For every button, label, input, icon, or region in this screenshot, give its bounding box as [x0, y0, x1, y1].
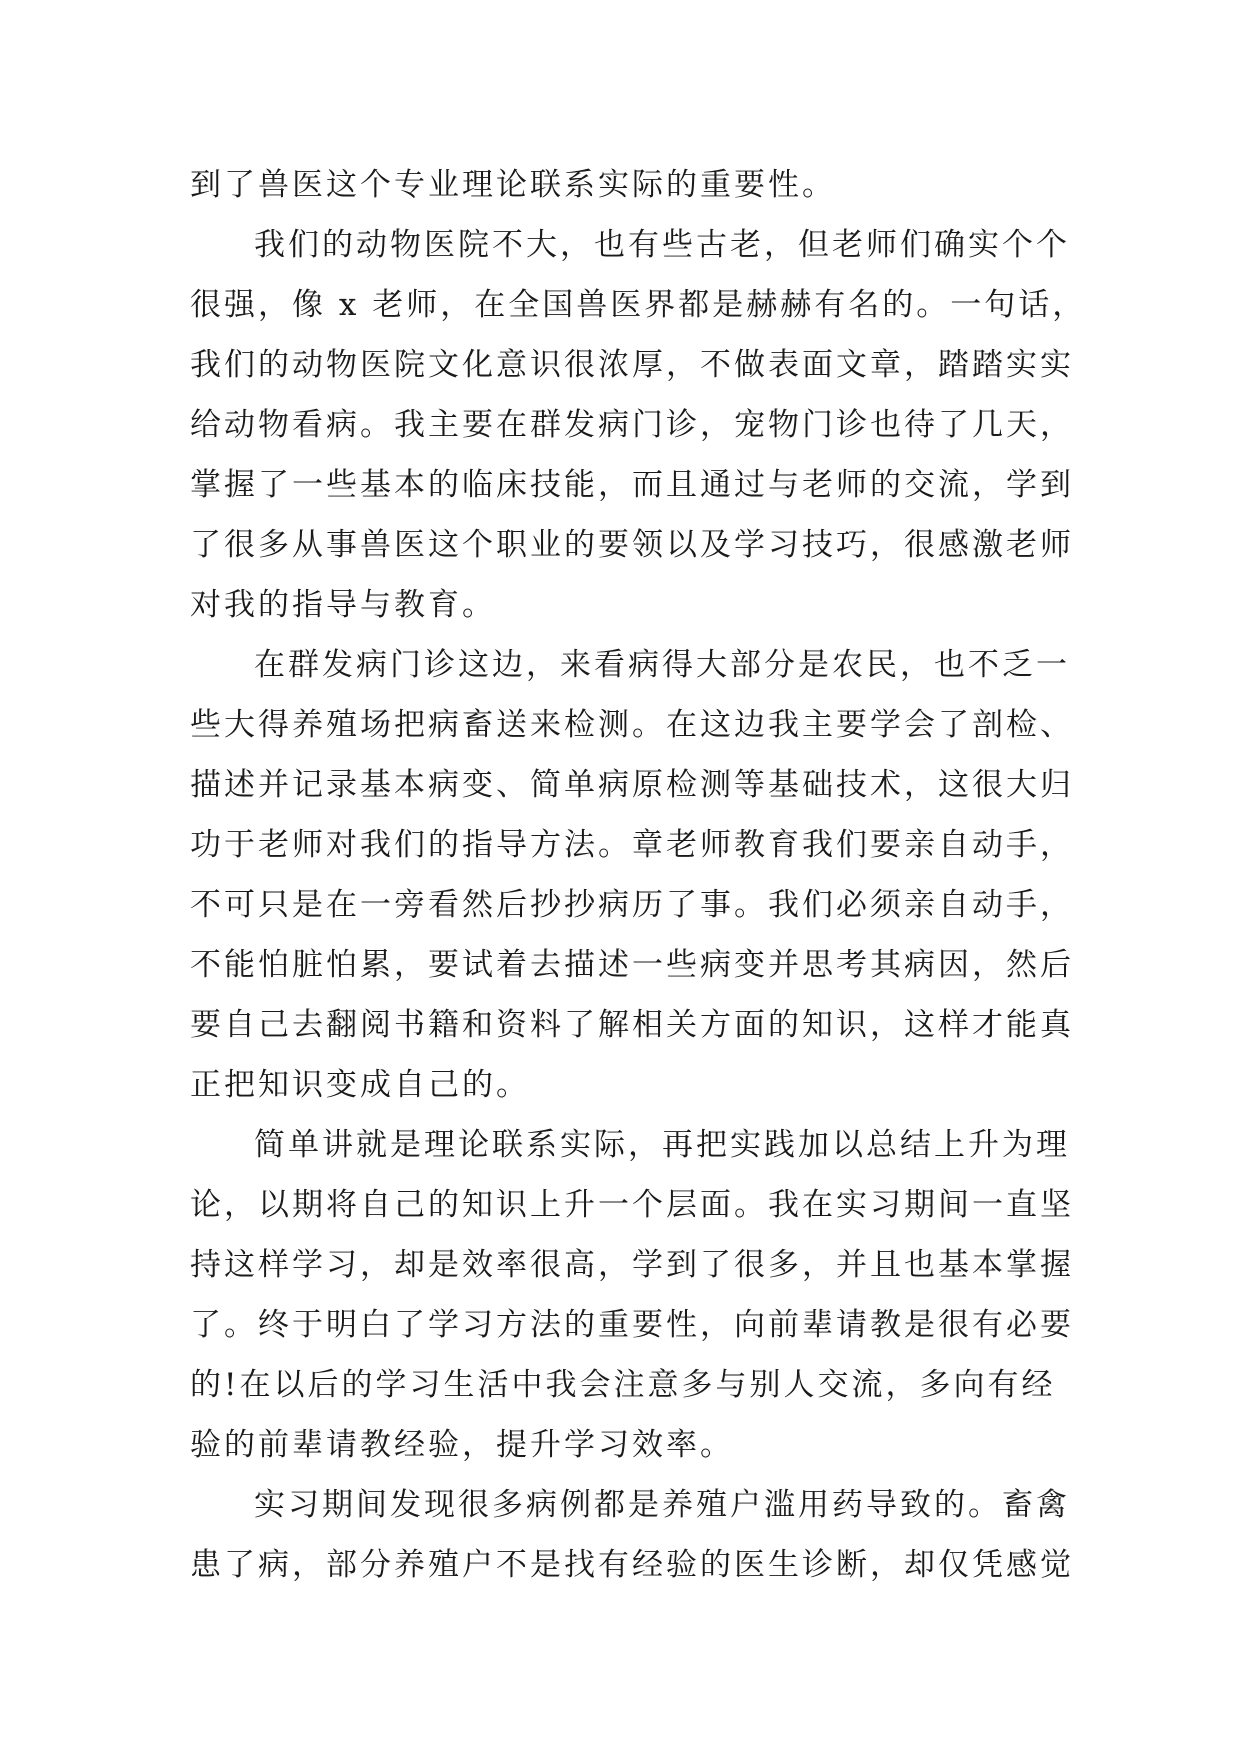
- text-line: 不能怕脏怕累，要试着去描述一些病变并思考其病因，然后: [190, 947, 1074, 983]
- text-line: 掌握了一些基本的临床技能，而且通过与老师的交流，学到: [190, 467, 1074, 503]
- text-line: 验的前辈请教经验，提升学习效率。: [190, 1427, 734, 1463]
- text-line: 对我的指导与教育。: [190, 587, 496, 623]
- text-line: 描述并记录基本病变、简单病原检测等基础技术，这很大归: [190, 767, 1074, 803]
- text-line: 简单讲就是理论联系实际，再把实践加以总结上升为理: [254, 1127, 1070, 1163]
- text-line: 很强，像 x 老师，在全国兽医界都是赫赫有名的。一句话，: [190, 287, 1087, 323]
- text-line: 论，以期将自己的知识上升一个层面。我在实习期间一直坚: [190, 1187, 1074, 1223]
- text-line: 患了病，部分养殖户不是找有经验的医生诊断，却仅凭感觉: [190, 1547, 1074, 1583]
- text-line: 在群发病门诊这边，来看病得大部分是农民，也不乏一: [254, 647, 1070, 683]
- text-line: 实习期间发现很多病例都是养殖户滥用药导致的。畜禽: [254, 1487, 1070, 1523]
- document-body: [190, 155, 1087, 1595]
- text-line: 的!在以后的学习生活中我会注意多与别人交流，多向有经: [190, 1367, 1056, 1403]
- text-line: 不可只是在一旁看然后抄抄病历了事。我们必须亲自动手，: [190, 887, 1074, 923]
- text-line: 功于老师对我们的指导方法。章老师教育我们要亲自动手，: [190, 827, 1074, 863]
- text-line: 些大得养殖场把病畜送来检测。在这边我主要学会了剖检、: [190, 707, 1074, 743]
- text-line: 要自己去翻阅书籍和资料了解相关方面的知识，这样才能真: [190, 1007, 1074, 1043]
- text-line: 了很多从事兽医这个职业的要领以及学习技巧，很感激老师: [190, 527, 1074, 563]
- text-line: 我们的动物医院文化意识很浓厚，不做表面文章，踏踏实实: [190, 347, 1074, 383]
- text-line: 到了兽医这个专业理论联系实际的重要性。: [190, 167, 836, 203]
- text-line: 我们的动物医院不大，也有些古老，但老师们确实个个: [254, 227, 1070, 263]
- text-line: 正把知识变成自己的。: [190, 1067, 530, 1103]
- text-line: 了。终于明白了学习方法的重要性，向前辈请教是很有必要: [190, 1307, 1074, 1343]
- text-line: 给动物看病。我主要在群发病门诊，宠物门诊也待了几天，: [190, 407, 1074, 443]
- text-line: 持这样学习，却是效率很高，学到了很多，并且也基本掌握: [190, 1247, 1074, 1283]
